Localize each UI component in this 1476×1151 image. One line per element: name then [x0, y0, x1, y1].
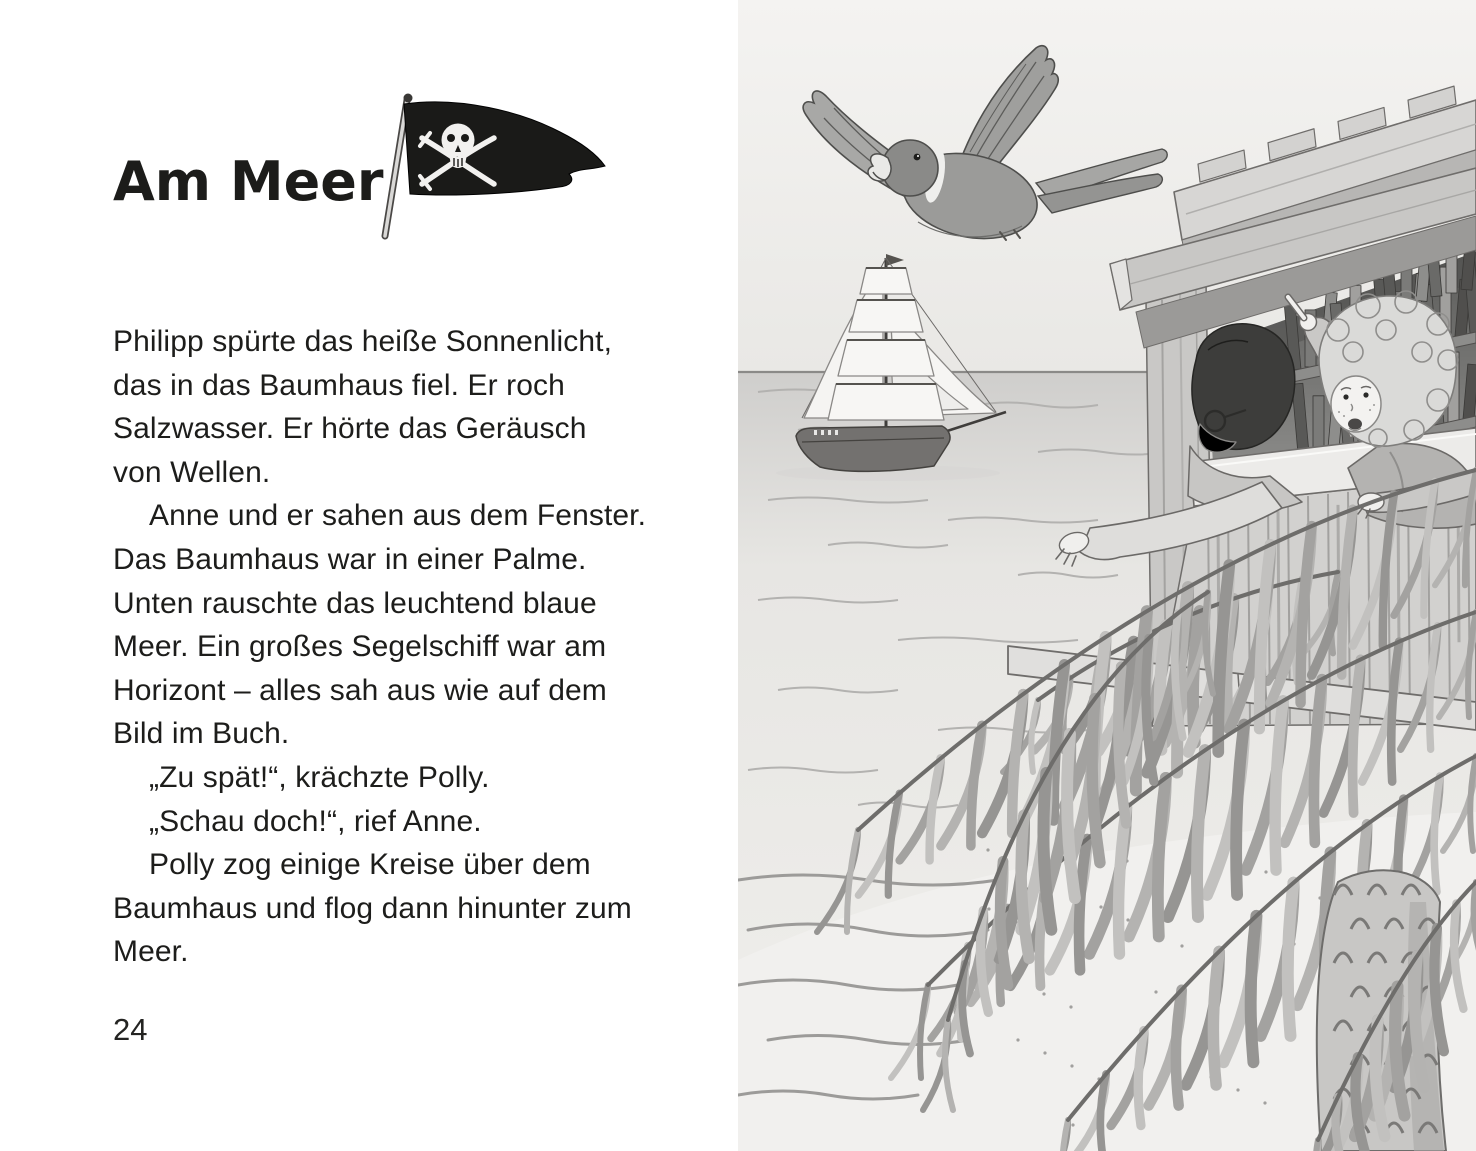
chapter-title: Am Meer [113, 150, 384, 213]
story-line: Baumhaus und flog dann hinunter zum [113, 891, 632, 925]
story-line: Bild im Buch. [113, 717, 290, 751]
seaside-illustration [738, 0, 1476, 1151]
story-line: Meer. Ein großes Segelschiff war am [113, 630, 607, 664]
story-line: „Schau doch!“, rief Anne. [149, 804, 482, 838]
story-line: Unten rauschte das leuchtend blaue [113, 586, 597, 620]
story-line: Salzwasser. Er hörte das Geräusch [113, 412, 587, 446]
parrot-beak [868, 154, 891, 181]
pirate-flag-icon [370, 88, 615, 243]
parrot-eye [914, 154, 921, 161]
story-line: Meer. [113, 935, 189, 969]
illustration-canvas [738, 0, 1476, 1151]
girl-mouth [1348, 419, 1362, 430]
story-line: Anne und er sahen aus dem Fenster. [149, 499, 647, 533]
page-number: 24 [113, 1012, 148, 1047]
story-line: Horizont – alles sah aus wie auf dem [113, 673, 607, 707]
story-line: Polly zog einige Kreise über dem [149, 848, 591, 882]
story-line: von Wellen. [113, 455, 271, 489]
story-line: „Zu spät!“, krächzte Polly. [149, 760, 490, 794]
story-line: Philipp spürte das heiße Sonnenlicht, [113, 325, 613, 358]
story-line: Das Baumhaus war in einer Palme. [113, 542, 587, 576]
story-line: das in das Baumhaus fiel. Er roch [113, 368, 565, 402]
story-text [113, 320, 693, 974]
